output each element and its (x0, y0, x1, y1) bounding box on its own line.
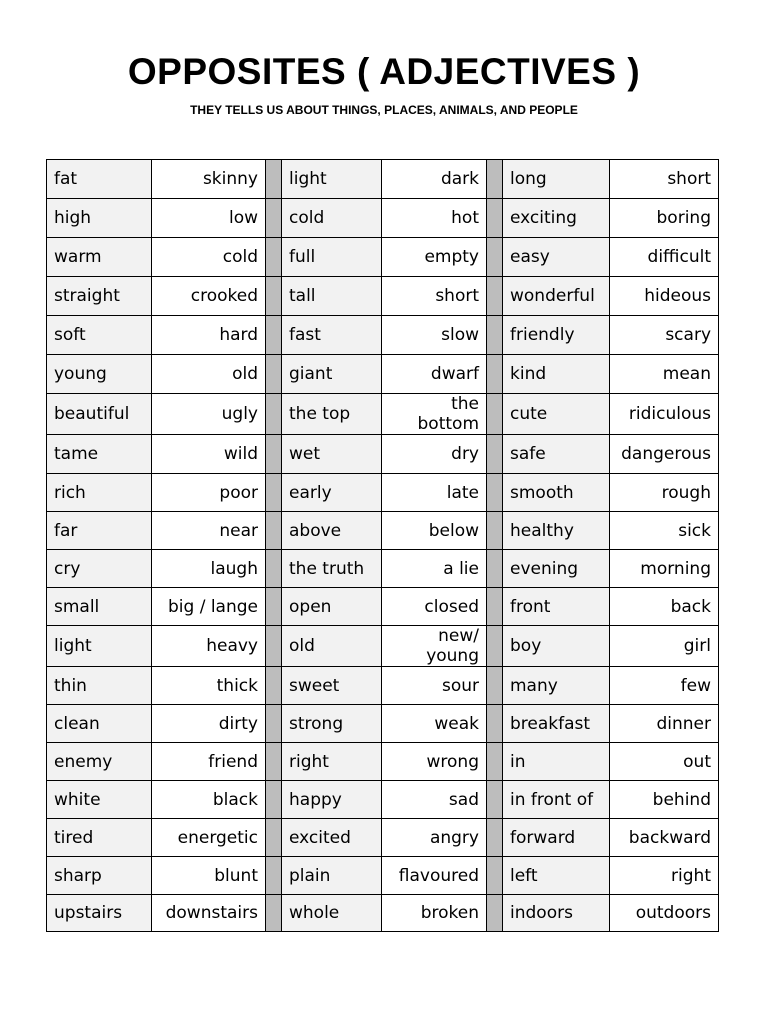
adjective-cell: clean (47, 705, 152, 743)
adjective-cell: fast (282, 316, 382, 355)
adjective-cell: rich (47, 474, 152, 512)
column-separator (487, 512, 503, 550)
opposite-cell: energetic (152, 819, 266, 857)
opposite-cell: hideous (610, 277, 719, 316)
column-separator (487, 588, 503, 626)
adjective-cell: the truth (282, 550, 382, 588)
adjective-cell: soft (47, 316, 152, 355)
column-separator (266, 512, 282, 550)
adjective-cell: excited (282, 819, 382, 857)
table-row (47, 781, 719, 819)
adjective-cell: tired (47, 819, 152, 857)
opposite-cell: hard (152, 316, 266, 355)
table-row (47, 819, 719, 857)
adjective-cell: whole (282, 895, 382, 932)
column-separator (487, 857, 503, 895)
table-row (47, 160, 719, 199)
column-separator (487, 895, 503, 932)
adjective-cell: boy (503, 626, 610, 667)
table-row (47, 277, 719, 316)
adjective-cell: in (503, 743, 610, 781)
table-row (47, 512, 719, 550)
column-separator (266, 857, 282, 895)
opposite-cell: downstairs (152, 895, 266, 932)
adjective-cell: upstairs (47, 895, 152, 932)
table-row (47, 435, 719, 474)
column-separator (266, 316, 282, 355)
table-row (47, 857, 719, 895)
adjective-cell: smooth (503, 474, 610, 512)
adjective-cell: tame (47, 435, 152, 474)
column-separator (266, 550, 282, 588)
adjective-cell: strong (282, 705, 382, 743)
adjective-cell: thin (47, 667, 152, 705)
adjective-cell: old (282, 626, 382, 667)
opposite-cell: flavoured (382, 857, 487, 895)
opposite-cell: ugly (152, 394, 266, 435)
column-separator (266, 588, 282, 626)
column-separator (266, 743, 282, 781)
column-separator (266, 474, 282, 512)
opposite-cell: slow (382, 316, 487, 355)
adjective-cell: enemy (47, 743, 152, 781)
table-row (47, 355, 719, 394)
adjective-cell: happy (282, 781, 382, 819)
column-separator (266, 626, 282, 667)
adjective-cell: cold (282, 199, 382, 238)
column-separator (487, 277, 503, 316)
column-separator (266, 355, 282, 394)
adjective-cell: light (282, 160, 382, 199)
adjective-cell: the top (282, 394, 382, 435)
adjective-cell: warm (47, 238, 152, 277)
opposite-cell: heavy (152, 626, 266, 667)
column-separator (487, 550, 503, 588)
adjective-cell: breakfast (503, 705, 610, 743)
adjective-cell: young (47, 355, 152, 394)
opposite-cell: friend (152, 743, 266, 781)
opposite-cell: dangerous (610, 435, 719, 474)
opposite-cell: cold (152, 238, 266, 277)
column-separator (487, 435, 503, 474)
adjective-cell: indoors (503, 895, 610, 932)
opposite-cell: boring (610, 199, 719, 238)
opposite-cell: rough (610, 474, 719, 512)
opposite-cell: mean (610, 355, 719, 394)
adjective-cell: long (503, 160, 610, 199)
opposites-table (46, 159, 719, 932)
opposite-cell: low (152, 199, 266, 238)
opposite-cell: dwarf (382, 355, 487, 394)
table-row (47, 394, 719, 435)
adjective-cell: early (282, 474, 382, 512)
adjective-cell: cute (503, 394, 610, 435)
adjective-cell: easy (503, 238, 610, 277)
opposite-cell: closed (382, 588, 487, 626)
adjective-cell: plain (282, 857, 382, 895)
opposite-cell: dinner (610, 705, 719, 743)
column-separator (487, 160, 503, 199)
column-separator (487, 626, 503, 667)
adjective-cell: front (503, 588, 610, 626)
opposite-cell: a lie (382, 550, 487, 588)
page-subtitle: THEY TELLS US ABOUT THINGS, PLACES, ANIMALS, AND PEOPLE (190, 103, 578, 117)
opposite-cell: old (152, 355, 266, 394)
adjective-cell: open (282, 588, 382, 626)
adjective-cell: sharp (47, 857, 152, 895)
opposite-cell: scary (610, 316, 719, 355)
opposite-cell: morning (610, 550, 719, 588)
opposite-cell: ridiculous (610, 394, 719, 435)
column-separator (487, 474, 503, 512)
column-separator (487, 238, 503, 277)
opposite-cell: sour (382, 667, 487, 705)
column-separator (487, 355, 503, 394)
table-row (47, 667, 719, 705)
opposite-cell: skinny (152, 160, 266, 199)
adjective-cell: tall (282, 277, 382, 316)
table-row (47, 316, 719, 355)
column-separator (266, 199, 282, 238)
column-separator (487, 819, 503, 857)
opposite-cell: the bottom (382, 394, 487, 435)
adjective-cell: friendly (503, 316, 610, 355)
opposite-cell: laugh (152, 550, 266, 588)
column-separator (487, 316, 503, 355)
adjective-cell: beautiful (47, 394, 152, 435)
table-row (47, 588, 719, 626)
adjective-cell: wet (282, 435, 382, 474)
opposite-cell: black (152, 781, 266, 819)
adjective-cell: straight (47, 277, 152, 316)
adjective-cell: exciting (503, 199, 610, 238)
opposite-cell: empty (382, 238, 487, 277)
column-separator (266, 819, 282, 857)
column-separator (487, 199, 503, 238)
column-separator (266, 238, 282, 277)
column-separator (487, 705, 503, 743)
adjective-cell: far (47, 512, 152, 550)
opposite-cell: girl (610, 626, 719, 667)
opposite-cell: back (610, 588, 719, 626)
opposite-cell: near (152, 512, 266, 550)
table-row (47, 550, 719, 588)
column-separator (266, 667, 282, 705)
opposite-cell: big / lange (152, 588, 266, 626)
opposite-cell: hot (382, 199, 487, 238)
opposite-cell: dirty (152, 705, 266, 743)
opposite-cell: late (382, 474, 487, 512)
opposite-cell: thick (152, 667, 266, 705)
opposite-cell: backward (610, 819, 719, 857)
opposite-cell: short (382, 277, 487, 316)
adjective-cell: many (503, 667, 610, 705)
opposite-cell: sad (382, 781, 487, 819)
opposite-cell: sick (610, 512, 719, 550)
opposite-cell: dark (382, 160, 487, 199)
adjective-cell: sweet (282, 667, 382, 705)
column-separator (266, 781, 282, 819)
column-separator (487, 667, 503, 705)
opposite-cell: weak (382, 705, 487, 743)
adjective-cell: high (47, 199, 152, 238)
opposite-cell: angry (382, 819, 487, 857)
column-separator (487, 394, 503, 435)
table-row (47, 895, 719, 932)
opposite-cell: wild (152, 435, 266, 474)
adjective-cell: kind (503, 355, 610, 394)
adjective-cell: healthy (503, 512, 610, 550)
adjective-cell: right (282, 743, 382, 781)
table-row (47, 626, 719, 667)
column-separator (266, 705, 282, 743)
column-separator (487, 743, 503, 781)
opposite-cell: out (610, 743, 719, 781)
table-row (47, 474, 719, 512)
opposite-cell: short (610, 160, 719, 199)
opposite-cell: crooked (152, 277, 266, 316)
adjective-cell: full (282, 238, 382, 277)
table-row (47, 199, 719, 238)
adjective-cell: light (47, 626, 152, 667)
page-title: OPPOSITES ( ADJECTIVES ) (127, 51, 641, 92)
opposite-cell: wrong (382, 743, 487, 781)
adjective-cell: forward (503, 819, 610, 857)
column-separator (266, 160, 282, 199)
opposite-cell: broken (382, 895, 487, 932)
opposite-cell: behind (610, 781, 719, 819)
column-separator (266, 435, 282, 474)
adjective-cell: evening (503, 550, 610, 588)
opposite-cell: below (382, 512, 487, 550)
column-separator (266, 895, 282, 932)
adjective-cell: wonderful (503, 277, 610, 316)
opposite-cell: dry (382, 435, 487, 474)
adjective-cell: cry (47, 550, 152, 588)
table-row (47, 705, 719, 743)
table-row (47, 238, 719, 277)
opposite-cell: blunt (152, 857, 266, 895)
opposite-cell: new/ young (382, 626, 487, 667)
column-separator (487, 781, 503, 819)
adjective-cell: left (503, 857, 610, 895)
opposite-cell: right (610, 857, 719, 895)
opposite-cell: difficult (610, 238, 719, 277)
adjective-cell: in front of (503, 781, 610, 819)
column-separator (266, 277, 282, 316)
opposite-cell: poor (152, 474, 266, 512)
table-row (47, 743, 719, 781)
adjective-cell: above (282, 512, 382, 550)
column-separator (266, 394, 282, 435)
adjective-cell: giant (282, 355, 382, 394)
opposite-cell: few (610, 667, 719, 705)
adjective-cell: safe (503, 435, 610, 474)
opposite-cell: outdoors (610, 895, 719, 932)
adjective-cell: fat (47, 160, 152, 199)
adjective-cell: white (47, 781, 152, 819)
adjective-cell: small (47, 588, 152, 626)
